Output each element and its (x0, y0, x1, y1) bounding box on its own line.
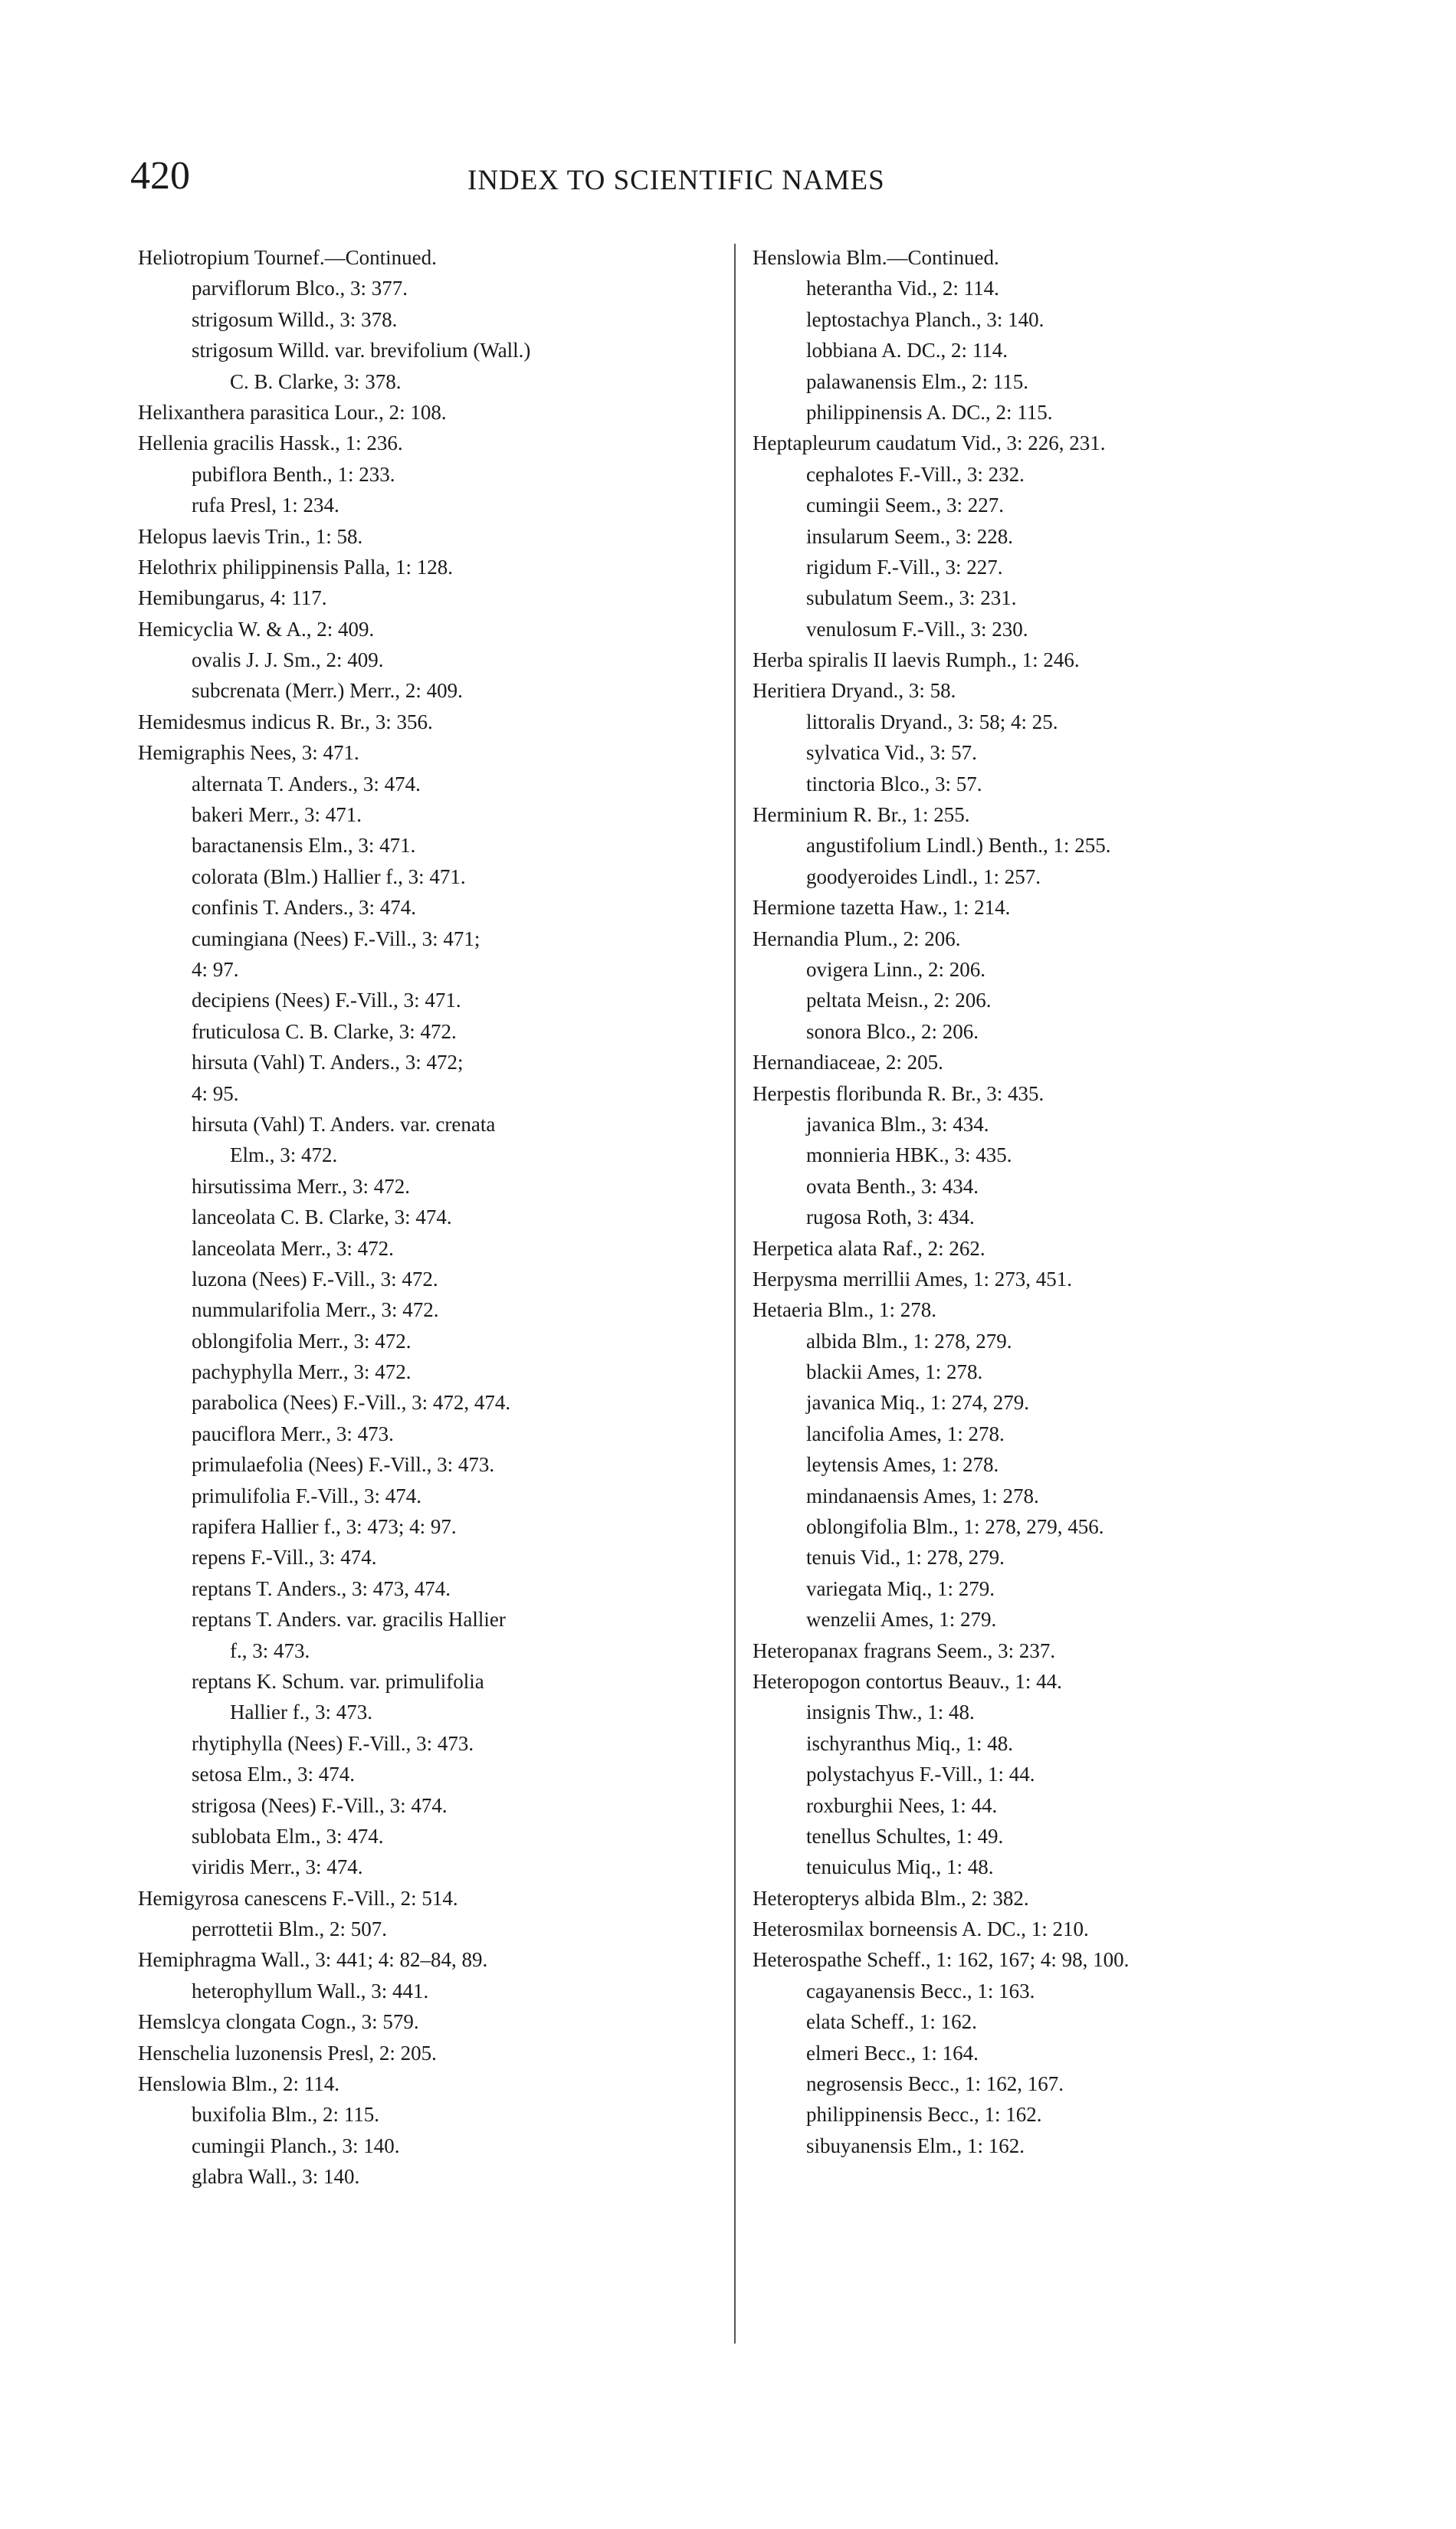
column-divider (734, 244, 736, 2344)
index-entry: philippinensis A. DC., 2: 115. (806, 400, 1053, 424)
index-entry: colorata (Blm.) Hallier f., 3: 471. (192, 864, 466, 888)
index-entry: wenzelii Ames, 1: 279. (806, 1608, 997, 1632)
index-entry: strigosum Willd. var. brevifolium (Wall.) (192, 339, 531, 362)
index-entry: albida Blm., 1: 278, 279. (806, 1329, 1012, 1353)
index-entry: perrottetii Blm., 2: 507. (192, 1917, 387, 1941)
index-entry: reptans K. Schum. var. primulifolia (192, 1669, 484, 1693)
index-entry: javanica Blm., 3: 434. (806, 1112, 989, 1136)
index-entry: strigosa (Nees) F.-Vill., 3: 474. (192, 1793, 448, 1817)
index-entry: Heteropogon contortus Beauv., 1: 44. (753, 1669, 1062, 1693)
index-entry: Heterosmilax borneensis A. DC., 1: 210. (753, 1917, 1089, 1941)
index-entry: viridis Merr., 3: 474. (192, 1855, 363, 1879)
index-entry: leytensis Ames, 1: 278. (806, 1453, 999, 1477)
index-entry: subcrenata (Merr.) Merr., 2: 409. (192, 679, 463, 703)
index-entry: Henschelia luzonensis Presl, 2: 205. (138, 2041, 437, 2065)
index-entry: rufa Presl, 1: 234. (192, 494, 339, 517)
index-entry: oblongifolia Blm., 1: 278, 279, 456. (806, 1515, 1104, 1539)
index-entry: elata Scheff., 1: 162. (806, 2010, 977, 2034)
index-entry: Heteropterys albida Blm., 2: 382. (753, 1886, 1029, 1910)
index-entry: hirsuta (Vahl) T. Anders., 3: 472; (192, 1051, 464, 1074)
page-header (130, 153, 1326, 222)
index-entry: primulifolia F.-Vill., 3: 474. (192, 1484, 421, 1507)
index-entry: Herpysma merrillii Ames, 1: 273, 451. (753, 1267, 1072, 1291)
index-entry: polystachyus F.-Vill., 1: 44. (806, 1763, 1035, 1786)
index-entry: strigosum Willd., 3: 378. (192, 307, 398, 331)
index-entry: Hemigyrosa canescens F.-Vill., 2: 514. (138, 1886, 458, 1910)
index-entry: pauciflora Merr., 3: 473. (192, 1422, 394, 1445)
index-entry: Hemigraphis Nees, 3: 471. (138, 741, 359, 765)
index-entry: Hemslcya clongata Cogn., 3: 579. (138, 2010, 419, 2034)
index-entry: cumingiana (Nees) F.-Vill., 3: 471; (192, 927, 480, 950)
index-entry: roxburghii Nees, 1: 44. (806, 1793, 998, 1817)
index-entry: sylvatica Vid., 3: 57. (806, 741, 977, 765)
index-entry: monnieria HBK., 3: 435. (806, 1143, 1012, 1167)
index-column-left (138, 242, 736, 2193)
index-entry: angustifolium Lindl.) Benth., 1: 255. (806, 834, 1111, 858)
index-entry: subulatum Seem., 3: 231. (806, 586, 1017, 610)
index-entry: cephalotes F.-Vill., 3: 232. (806, 462, 1025, 486)
index-entry: bakeri Merr., 3: 471. (192, 803, 362, 827)
index-entry: rapifera Hallier f., 3: 473; 4: 97. (192, 1515, 457, 1539)
index-entry: javanica Miq., 1: 274, 279. (806, 1391, 1029, 1415)
index-entry: primulaefolia (Nees) F.-Vill., 3: 473. (192, 1453, 495, 1477)
index-entry: Hernandiaceae, 2: 205. (753, 1051, 943, 1074)
index-entry: palawanensis Elm., 2: 115. (806, 369, 1028, 393)
index-entry: Helothrix philippinensis Palla, 1: 128. (138, 555, 453, 579)
index-entry: pubiflora Benth., 1: 233. (192, 462, 395, 486)
index-entry: mindanaensis Ames, 1: 278. (806, 1484, 1039, 1507)
index-entry: peltata Meisn., 2: 206. (806, 989, 992, 1012)
index-entry: heterantha Vid., 2: 114. (806, 277, 999, 300)
page-number: 420 (130, 154, 190, 198)
index-entry: negrosensis Becc., 1: 162, 167. (806, 2072, 1064, 2096)
index-entry: variegata Miq., 1: 279. (806, 1576, 995, 1600)
index-entry: Hemidesmus indicus R. Br., 3: 356. (138, 710, 433, 733)
index-entry: Hellenia gracilis Hassk., 1: 236. (138, 431, 403, 455)
index-entry: Hallier f., 3: 473. (230, 1701, 372, 1724)
index-entry: Herba spiralis II laevis Rumph., 1: 246. (753, 648, 1080, 672)
index-entry: goodyeroides Lindl., 1: 257. (806, 864, 1041, 888)
index-entry: ovalis J. J. Sm., 2: 409. (192, 648, 384, 672)
index-entry: Herpetica alata Raf., 2: 262. (753, 1236, 985, 1260)
index-entry: leptostachya Planch., 3: 140. (806, 307, 1044, 331)
index-entry: hirsuta (Vahl) T. Anders. var. crenata (192, 1112, 496, 1136)
index-entry: ovata Benth., 3: 434. (806, 1174, 979, 1198)
index-entry: cagayanensis Becc., 1: 163. (806, 1979, 1035, 2003)
index-entry: luzona (Nees) F.-Vill., 3: 472. (192, 1267, 438, 1291)
running-title: INDEX TO SCIENTIFIC NAMES (467, 165, 885, 196)
index-entry: glabra Wall., 3: 140. (192, 2165, 360, 2189)
index-entry: insularum Seem., 3: 228. (806, 524, 1013, 548)
index-entry: Helopus laevis Trin., 1: 58. (138, 524, 363, 548)
index-entry: sonora Blco., 2: 206. (806, 1019, 979, 1043)
index-entry: Heteropanax fragrans Seem., 3: 237. (753, 1638, 1056, 1662)
index-entry: Herpestis floribunda R. Br., 3: 435. (753, 1081, 1044, 1105)
index-entry: sublobata Elm., 3: 474. (192, 1824, 384, 1848)
index-entry: Heritiera Dryand., 3: 58. (753, 679, 956, 703)
index-entry: parviflorum Blco., 3: 377. (192, 277, 408, 300)
index-entry: venulosum F.-Vill., 3: 230. (806, 617, 1028, 641)
index-entry: Hetaeria Blm., 1: 278. (753, 1298, 936, 1322)
index-entry: heterophyllum Wall., 3: 441. (192, 1979, 429, 2003)
index-entry: parabolica (Nees) F.-Vill., 3: 472, 474. (192, 1391, 511, 1415)
index-entry: sibuyanensis Elm., 1: 162. (806, 2134, 1025, 2157)
index-entry: Heterospathe Scheff., 1: 162, 167; 4: 98, 100. (753, 1948, 1130, 1972)
index-entry: cumingii Planch., 3: 140. (192, 2134, 400, 2157)
index-entry: f., 3: 473. (230, 1638, 310, 1662)
index-entry: reptans T. Anders., 3: 473, 474. (192, 1576, 451, 1600)
index-entry: reptans T. Anders. var. gracilis Hallier (192, 1608, 506, 1632)
index-entry: tenuis Vid., 1: 278, 279. (806, 1546, 1005, 1570)
index-entry: ischyranthus Miq., 1: 48. (806, 1731, 1013, 1755)
index-entry: 4: 97. (192, 957, 239, 981)
index-entry: decipiens (Nees) F.-Vill., 3: 471. (192, 989, 461, 1012)
index-entry: C. B. Clarke, 3: 378. (230, 369, 402, 393)
index-column-right (753, 242, 1350, 2161)
index-entry: repens F.-Vill., 3: 474. (192, 1546, 377, 1570)
index-entry: Heptapleurum caudatum Vid., 3: 226, 231. (753, 431, 1106, 455)
index-entry: buxifolia Blm., 2: 115. (192, 2103, 379, 2127)
index-entry: oblongifolia Merr., 3: 472. (192, 1329, 412, 1353)
index-entry: rhytiphylla (Nees) F.-Vill., 3: 473. (192, 1731, 474, 1755)
index-entry: Hemiphragma Wall., 3: 441; 4: 82–84, 89. (138, 1948, 488, 1972)
index-entry: lanceolata C. B. Clarke, 3: 474. (192, 1205, 452, 1229)
index-entry: rigidum F.-Vill., 3: 227. (806, 555, 1003, 579)
index-entry: confinis T. Anders., 3: 474. (192, 896, 416, 920)
index-entry: cumingii Seem., 3: 227. (806, 494, 1004, 517)
index-entry: hirsutissima Merr., 3: 472. (192, 1174, 410, 1198)
index-entry: tinctoria Blco., 3: 57. (806, 772, 982, 795)
index-entry: lancifolia Ames, 1: 278. (806, 1422, 1005, 1445)
index-entry: Hernandia Plum., 2: 206. (753, 927, 961, 950)
index-entry: elmeri Becc., 1: 164. (806, 2041, 979, 2065)
index-entry: pachyphylla Merr., 3: 472. (192, 1360, 412, 1384)
index-entry: Hemibungarus, 4: 117. (138, 586, 327, 610)
index-entry: Helixanthera parasitica Lour., 2: 108. (138, 400, 447, 424)
index-entry: Henslowia Blm.—Continued. (753, 246, 999, 269)
index-entry: rugosa Roth, 3: 434. (806, 1205, 975, 1229)
index-entry: Hermione tazetta Haw., 1: 214. (753, 896, 1011, 920)
index-entry: tenellus Schultes, 1: 49. (806, 1824, 1004, 1848)
index-entry: baractanensis Elm., 3: 471. (192, 834, 416, 858)
index-entry: Elm., 3: 472. (230, 1143, 338, 1167)
index-entry: Heliotropium Tournef.—Continued. (138, 246, 437, 269)
index-entry: littoralis Dryand., 3: 58; 4: 25. (806, 710, 1058, 733)
index-entry: Herminium R. Br., 1: 255. (753, 803, 970, 827)
index-entry: fruticulosa C. B. Clarke, 3: 472. (192, 1019, 457, 1043)
index-entry: setosa Elm., 3: 474. (192, 1763, 355, 1786)
index-entry: Hemicyclia W. & A., 2: 409. (138, 617, 375, 641)
index-entry: philippinensis Becc., 1: 162. (806, 2103, 1042, 2127)
index-entry: alternata T. Anders., 3: 474. (192, 772, 421, 795)
index-entry: nummularifolia Merr., 3: 472. (192, 1298, 439, 1322)
index-entry: tenuiculus Miq., 1: 48. (806, 1855, 994, 1879)
index-entry: lanceolata Merr., 3: 472. (192, 1236, 394, 1260)
index-entry: blackii Ames, 1: 278. (806, 1360, 983, 1384)
index-entry: lobbiana A. DC., 2: 114. (806, 339, 1008, 362)
index-entry: ovigera Linn., 2: 206. (806, 957, 985, 981)
index-entry: 4: 95. (192, 1081, 239, 1105)
index-entry: Henslowia Blm., 2: 114. (138, 2072, 339, 2096)
index-entry: insignis Thw., 1: 48. (806, 1701, 975, 1724)
